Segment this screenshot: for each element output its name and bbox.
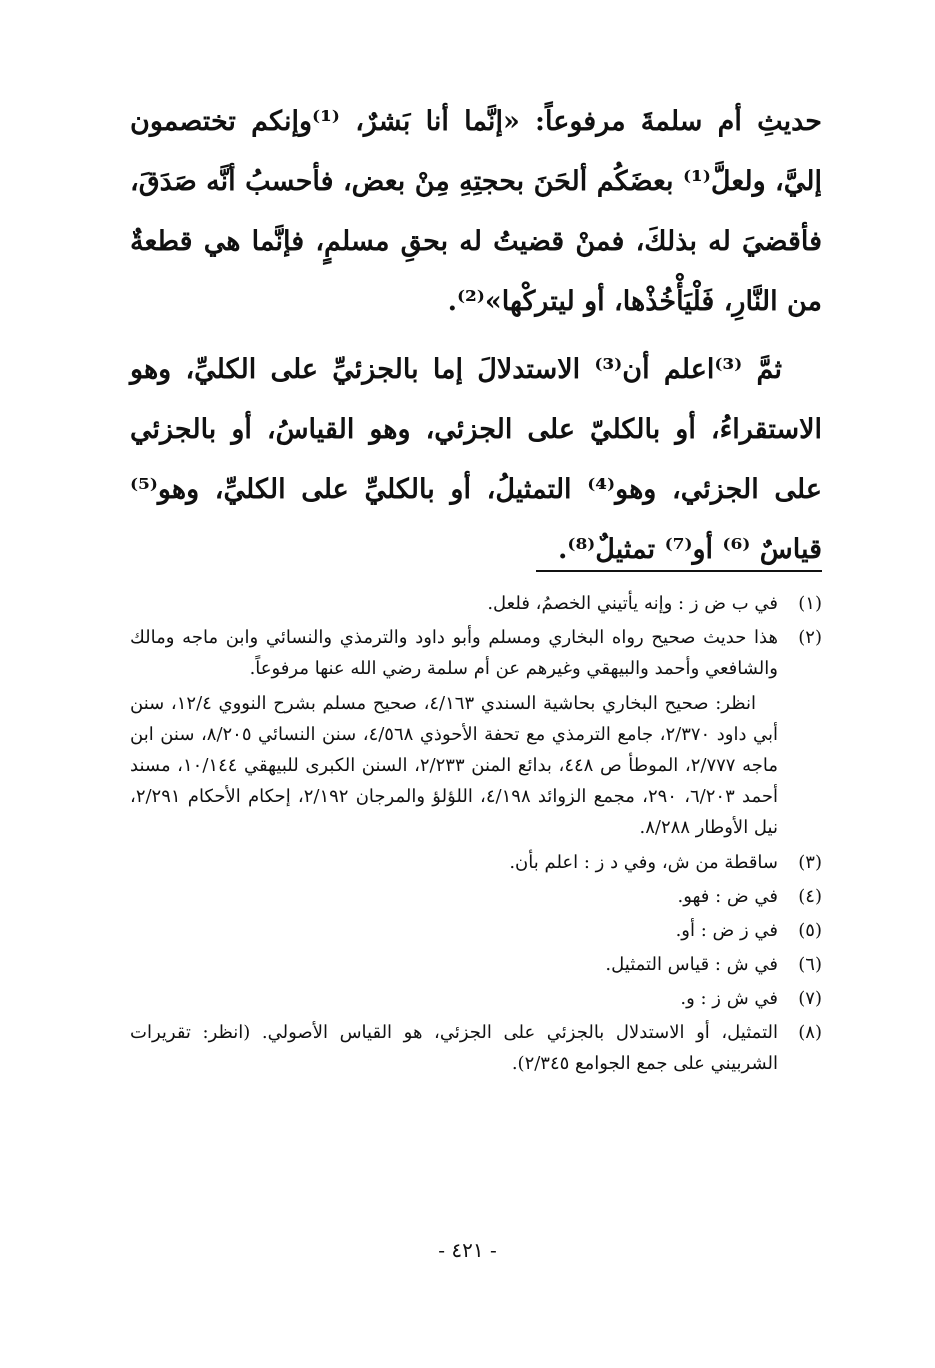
footnote-text: في ش ز : و. — [680, 988, 778, 1009]
footnote-number: (٢) — [798, 627, 822, 648]
footnote-number: (١) — [798, 593, 822, 614]
footnote-6 — [130, 949, 822, 980]
footnote-2-sources: انظر: صحيح البخاري بحاشية السندي ٤/١٦٣، صحيح مسلم بشرح النووي ١٢/٤، سنن أبي داود ٢/٣٧٠، جامع الترمذي مع تحفة الأحوذي ٤/٥٦٨، سنن النسائي ٨/٢٠٥، سنن ابن ماجه ٢/٧٧٧، الموطأ ص ٤٤٨، بدائع المنن ٢/٢٣٣، السنن الكبرى للبيهقي ١٠/١٤٤، مسند أحمد ٦/٢٠٣، ٢٩٠، مجمع الزوائد ٤/١٩٨، اللؤلؤ والمرجان ٢/١٩٢، إحكام الأحكام ٢/٢٩١، نيل الأوطار ٨/٢٨٨. — [130, 693, 779, 838]
footnote-separator — [536, 570, 822, 572]
footnote-8 — [130, 1017, 822, 1079]
page-body — [130, 92, 822, 1074]
footnote-number: (٧) — [798, 988, 822, 1009]
footnote-text: هذا حديث صحيح رواه البخاري ومسلم وأبو داود والترمذي والنسائي وابن ماجه ومالك والشافعي وأحمد والبيهقي وغيرهم عن أم سلمة رضي الله عنها مرفوعاً. — [130, 627, 778, 679]
footnote-2 — [130, 622, 822, 684]
footnote-4 — [130, 881, 822, 912]
footnote-number: (٨) — [798, 1022, 822, 1043]
page-number: - ٤٢١ - — [438, 1238, 497, 1262]
footnote-number: (٤) — [798, 886, 822, 907]
footnote-1 — [130, 588, 822, 619]
footnote-3 — [130, 847, 822, 878]
main-paragraph-2: ثمَّ ⁽³⁾اعلم أن⁽³⁾ الاستدلالَ إما بالجزئيِّ على الكليِّ، وهو الاستقراءُ، أو بالكليّ على الجزئي، وهو القياسُ، أو بالجزئي على الجزئي، وهو⁽⁴⁾ التمثيلُ، أو بالكليِّ على الكليِّ، وهو⁽⁵⁾ قياسٌ ⁽⁶⁾ أو⁽⁷⁾ تمثيلٌ⁽⁸⁾. — [130, 354, 822, 565]
footnote-number: (٣) — [798, 852, 822, 873]
footnote-text: ساقطة من ش، وفي د ز : اعلم بأن. — [509, 852, 778, 873]
main-paragraph-1: حديثِ أم سلمةَ مرفوعاً: «إنَّما أنا بَشرٌ، ⁽¹⁾وإنكم تختصمون إليَّ، ولعلَّ⁽¹⁾ بعضَكُم ألحَنَ بحجتِهِ مِنْ بعض، فأحسبُ أنَّه صَدَقَ، فأقضيَ له بذلكَ، فمنْ قضيتُ له بحقِ مسلمٍ، فإنَّما هي قطعةٌ من النَّارِ، فَلْيَأْخُذْها، أو ليتركْها»⁽²⁾. — [130, 106, 822, 317]
footnote-text: في ش : قياس التمثيل. — [605, 954, 778, 975]
footnote-5 — [130, 915, 822, 946]
footnote-number: (٥) — [798, 920, 822, 941]
footnote-text: التمثيل، أو الاستدلال بالجزئي على الجزئي، هو القياس الأصولي. (انظر: تقريرات الشربيني على جمع الجوامع ٢/٣٤٥). — [130, 1022, 778, 1074]
footnote-text: في ض : فهو. — [677, 886, 778, 907]
footnote-text: في ب ض ز : وإنه يأتيني الخصمُ، فلعل. — [487, 593, 778, 614]
footnote-text: في ز ض : أو. — [675, 920, 778, 941]
footnote-7 — [130, 983, 822, 1014]
footnote-number: (٦) — [798, 954, 822, 975]
footnotes — [130, 588, 822, 1082]
